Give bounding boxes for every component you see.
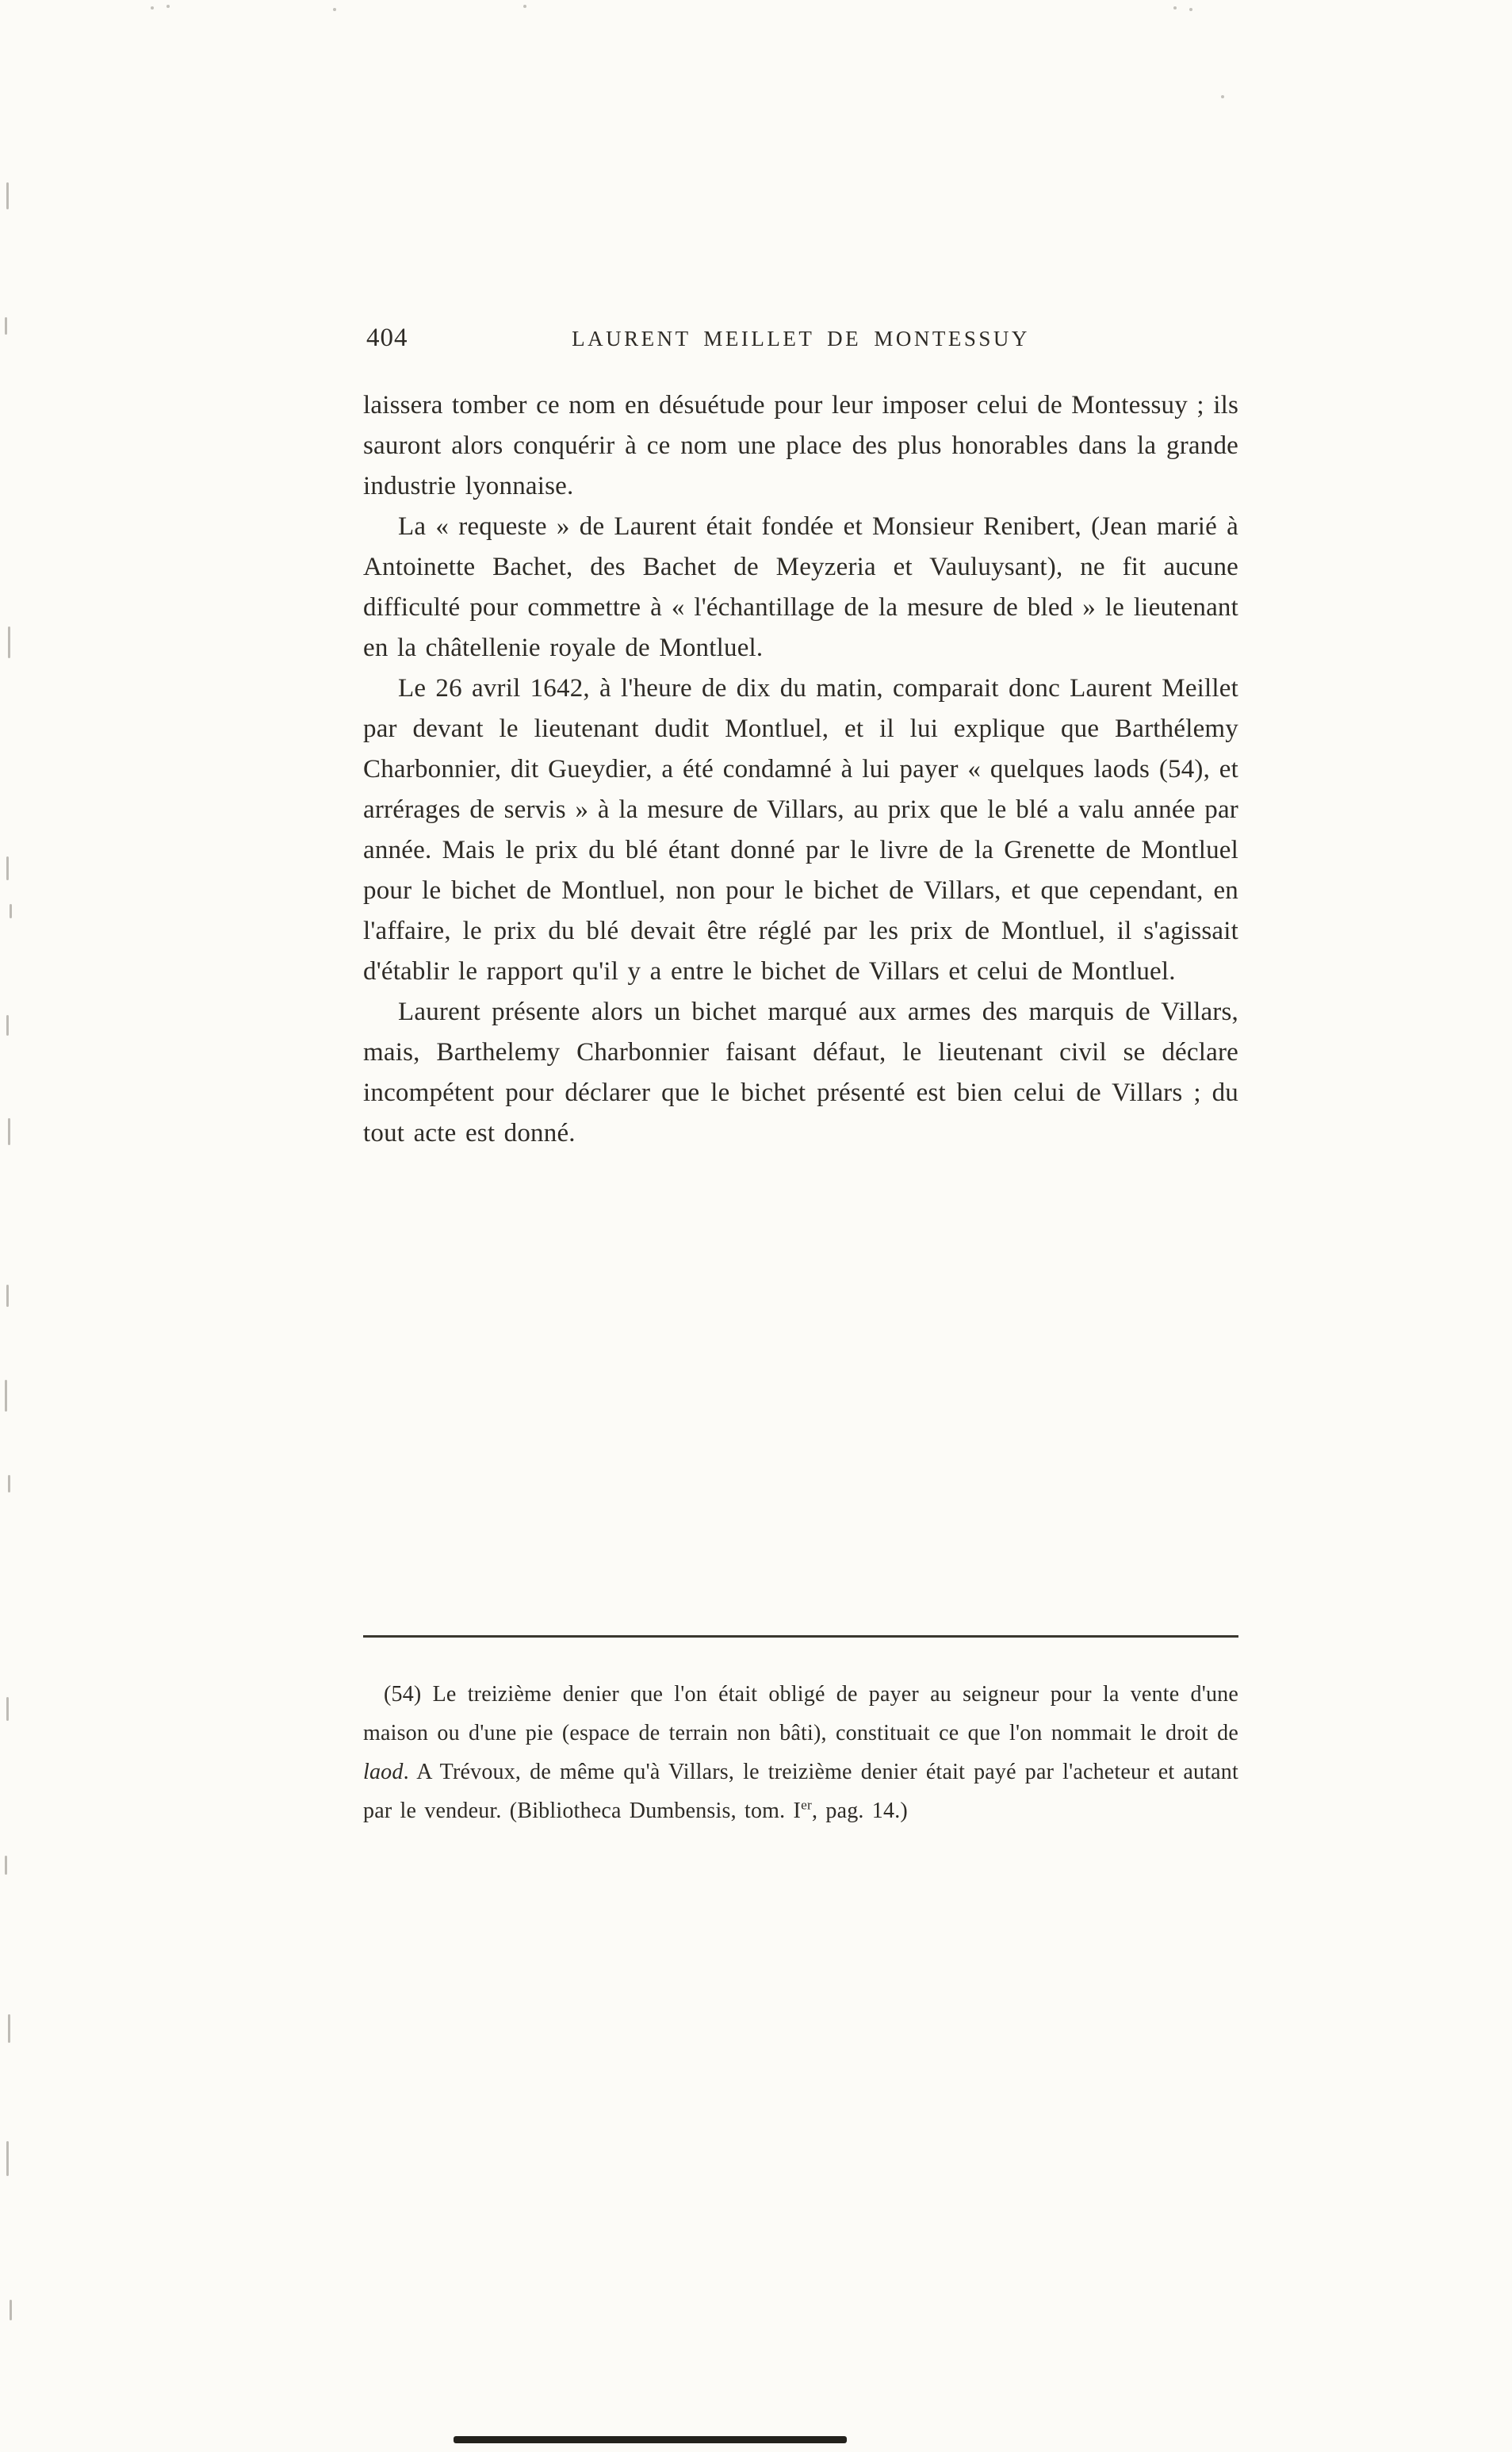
text-block	[363, 385, 1238, 1154]
page-number: 404	[366, 324, 408, 352]
scan-artifact	[8, 626, 10, 658]
footnote-italic-term: laod	[363, 1760, 404, 1784]
scan-artifact	[6, 1015, 9, 1036]
scan-artifact	[8, 1118, 10, 1145]
scan-artifact	[1189, 8, 1192, 11]
paragraph-3: Le 26 avril 1642, à l'heure de dix du matin, comparait donc Laurent Meillet par devant le lieutenant dudit Montluel, et il lui explique que Barthélemy Charbonnier, dit Gueydier, a été condamné à lui payer « quelques laods (54), et arrérages de servis » à la mesure de Villars, au prix que le blé a valu année par année. Mais le prix du blé étant donné par le livre de la Grenette de Montluel pour le bichet de Montluel, non pour le bichet de Villars, et que cependant, en l'affaire, le prix du blé devait être réglé par les prix de Montluel, il s'agissait d'établir le rapport qu'il y a entre le bichet de Villars et celui de Montluel.	[363, 674, 1238, 986]
running-title: LAURENT MEILLET DE MONTESSUY	[572, 327, 1030, 351]
paragraph-2: La « requeste » de Laurent était fondée et Monsieur Renibert, (Jean marié à Antoinette Bachet, des Bachet de Meyzeria et Vauluysant), ne fit aucune difficulté pour commettre à « l'échantillage de la mesure de bled » le lieutenant en la châtellenie royale de Montluel.	[363, 512, 1238, 662]
scan-artifact	[8, 1475, 10, 1492]
paragraph-4: Laurent présente alors un bichet marqué aux armes des marquis de Villars, mais, Barthelemy Charbonnier faisant défaut, le lieutenant civil se déclare incompétent pour déclarer que le bichet présenté est bien celui de Villars ; du tout acte est donné.	[363, 998, 1238, 1147]
scan-artifact	[10, 2300, 12, 2320]
footnote-segment: . A Trévoux, de même qu'à Villars, le treizième denier était payé par l'acheteur et autant par le vendeur. (Bibliotheca Dumbensis, tom. I	[363, 1760, 1238, 1823]
scan-artifact	[6, 1697, 9, 1721]
paragraph-1: laissera tomber ce nom en désuétude pour leur imposer celui de Montessuy ; ils sauront alors conquérir à ce nom une place des plus honorables dans la grande industrie lyonnaise.	[363, 391, 1238, 500]
scan-artifact	[6, 1285, 9, 1307]
footnote-segment: (54) Le treizième denier que l'on était obligé de payer au seigneur pour la vente d'une maison ou d'une pie (espace de terrain non bâti), constituait ce que l'on nommait le droit de	[363, 1682, 1238, 1745]
scan-artifact	[151, 6, 154, 10]
scan-artifact	[6, 2141, 9, 2176]
scan-artifact	[8, 2014, 10, 2043]
footnote-separator	[363, 1635, 1238, 1638]
scan-artifact	[6, 182, 9, 209]
scan-artifact	[10, 904, 12, 918]
footnote-text	[363, 1675, 1238, 1830]
page-header	[363, 324, 1238, 358]
scan-artifact	[1173, 6, 1177, 10]
scan-artifact	[333, 8, 336, 11]
scan-artifact	[167, 5, 170, 8]
scan-artifact	[6, 856, 9, 880]
scan-artifact	[5, 317, 7, 335]
scan-artifact	[5, 1380, 7, 1412]
footnote-segment: , pag. 14.)	[811, 1799, 908, 1823]
footnote-superscript: er	[801, 1797, 812, 1813]
footnote	[363, 1675, 1238, 1830]
scan-artifact	[1221, 95, 1224, 98]
scan-artifact	[454, 2436, 847, 2443]
scan-artifact	[523, 5, 526, 8]
scan-artifact	[5, 1856, 7, 1875]
